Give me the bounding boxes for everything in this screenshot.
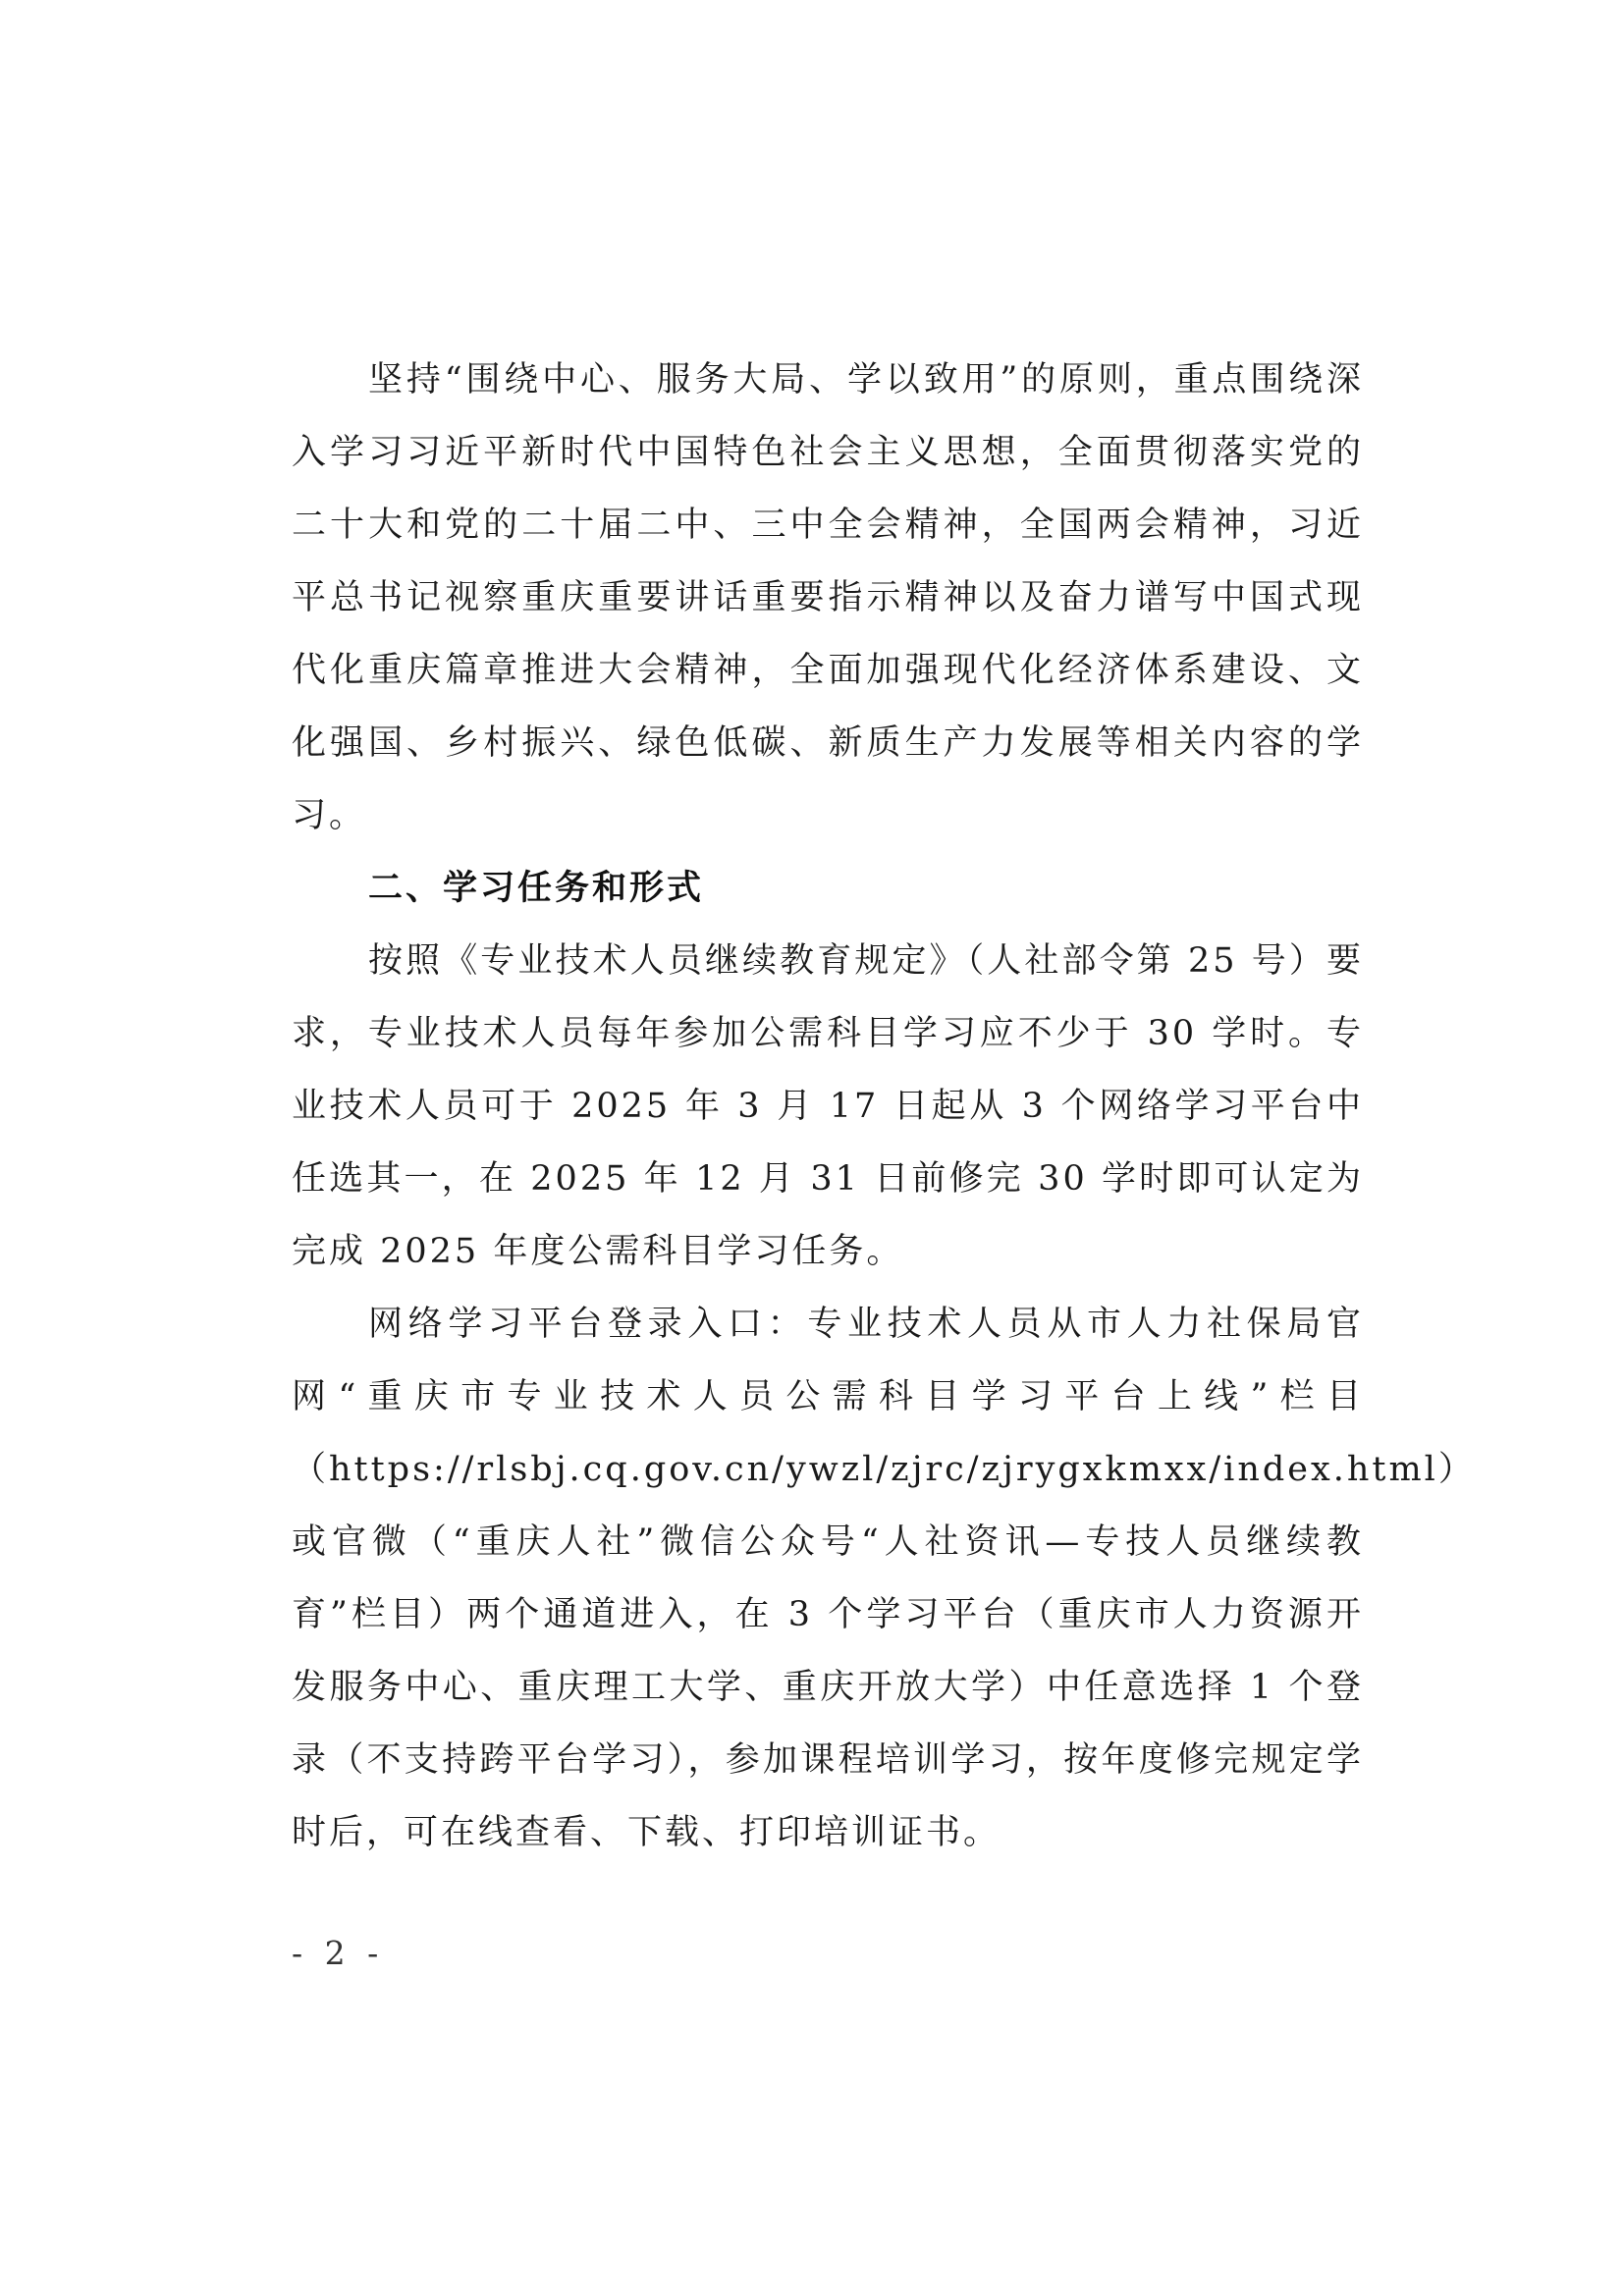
intro-paragraph: 坚持“围绕中心、服务大局、学以致用”的原则，重点围绕深入学习习近平新时代中国特色社会主义思想，全面贯彻落实党的二十大和党的二十届二中、三中全会精神，全国两会精神，习近平总书记视察重庆重要讲话重要指示精神以及奋力谱写中国式现代化重庆篇章推进大会精神，全面加强现代化经济体系建设、文化强国、乡村振兴、绿色低碳、新质生产力发展等相关内容的学习。 xyxy=(292,360,1364,835)
document-body xyxy=(292,344,1476,1869)
section-heading: 二、学习任务和形式 xyxy=(368,869,705,908)
task-paragraph: 按照《专业技术人员继续教育规定》（人社部令第 25 号）要求，专业技术人员每年参加公需科目学习应不少于 30 学时。专业技术人员可于 2025 年 3 月 17 日起从 3 个网络学习平台中任选其一，在 2025 年 12 月 31 日前修完 30 学时即可认定为完成 2025 年度公需科目学习任务。 xyxy=(292,941,1364,1271)
platform-login-paragraph: 网络学习平台登录入口：专业技术人员从市人力社保局官网“重庆市专业技术人员公需科目学习平台上线”栏目（https://rlsbj.cq.gov.cn/ywzl/zjrc/zjrygxkmxx/index.html）或官微（“重庆人社”微信公众号“人社资讯—专技人员继续教育”栏目）两个通道进入，在 3 个学习平台（重庆市人力资源开发服务中心、重庆理工大学、重庆开放大学）中任意选择 1 个登录（不支持跨平台学习），参加课程培训学习，按年度修完规定学时后，可在线查看、下载、打印培训证书。 xyxy=(292,1305,1476,1852)
page-number: - 2 - xyxy=(292,1934,385,1972)
